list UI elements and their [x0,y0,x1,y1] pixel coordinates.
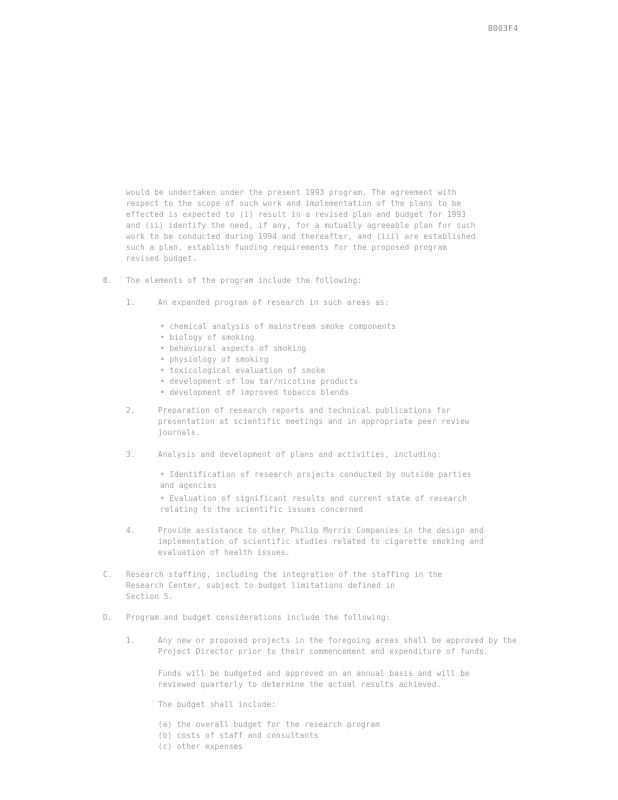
intro-line: revised budget. [126,254,197,263]
section-b-item3-marker: 3. [126,450,136,459]
section-b-item2-line: journals. [158,428,201,437]
section-d-item1-line: (b) costs of staff and consultants [158,731,319,740]
intro-line: respect to the scope of such work and implementation of the plans to be [126,199,462,208]
list-item-continuation: and agencies [160,481,217,490]
section-d-item1-line: Project Director prior to their commencement and expenditure of funds. [158,647,489,656]
list-item: • chemical analysis of mainstream smoke components [160,322,397,331]
list-item: • biology of smoking [160,333,255,342]
section-d-item1-line: (c) other expenses [158,742,243,751]
section-b-item4-line: evaluation of health issues. [158,548,291,557]
section-b-item1-marker: 1. [126,298,136,307]
section-b-item4-marker: 4. [126,526,136,535]
intro-line: work to be conducted during 1994 and thereafter, and (iii) are established [126,232,476,241]
section-c-marker: C. [103,570,113,579]
section-b-marker: B. [103,276,113,285]
section-d-item1-line: The budget shall include: [158,700,277,709]
list-item: • physiology of smoking [160,355,269,364]
document-id: B003F4 [488,24,519,33]
section-d-marker: D. [103,613,113,622]
section-d-item1-marker: 1. [126,636,136,645]
section-d-item1-line: Any new or proposed projects in the foregoing areas shall be approved by the [158,636,517,645]
section-c-line: Research staffing, including the integration of the staffing in the [126,570,443,579]
intro-line: such a plan, establish funding requirements for the proposed program [126,243,448,252]
section-b-item2-marker: 2. [126,406,136,415]
list-item: • development of improved tobacco blends [160,388,349,397]
intro-line: effected is expected to (i) result in a revised plan and budget for 1993 [126,210,466,219]
list-item: • Identification of research projects conducted by outside parties [160,470,472,479]
list-item: • development of low tar/nicotine products [160,377,359,386]
section-d-item1-line: reviewed quarterly to determine the actual results achieved. [158,680,442,689]
section-b-item4-line: implementation of scientific studies related to cigarette smoking and [158,537,484,546]
intro-line: and (ii) identify the need, if any, for a mutually agreeable plan for such [126,221,476,230]
list-item: • behavioral aspects of smoking [160,344,307,353]
section-b-item2-line: presentation at scientific meetings and in appropriate peer review [158,417,470,426]
section-b-item3-intro: Analysis and development of plans and activities, including: [158,450,442,459]
section-d-item1-line: (a) the overall budget for the research program [158,720,380,729]
section-c-line: Section 5. [126,592,174,601]
section-b-item4-line: Provide assistance to other Philip Morris Companies in the design and [158,526,484,535]
section-d-item1-line: Funds will be budgeted and approved on an annual basis and will be [158,669,470,678]
section-b-heading: The elements of the program include the following: [126,276,363,285]
list-item: • toxicological evaluation of smoke [160,366,326,375]
section-c-line: Research Center, subject to budget limitations defined in [126,581,396,590]
list-item-continuation: relating to the scientific issues concerned [160,505,364,514]
section-b-item1-intro: An expanded program of research in such areas as: [158,298,390,307]
intro-line: would be undertaken under the present 1993 program. The agreement with [126,188,457,197]
section-b-item2-line: Preparation of research reports and technical publications for [158,406,451,415]
list-item: • Evaluation of significant results and current state of research [160,494,467,503]
section-d-heading: Program and budget considerations include the following: [126,613,391,622]
